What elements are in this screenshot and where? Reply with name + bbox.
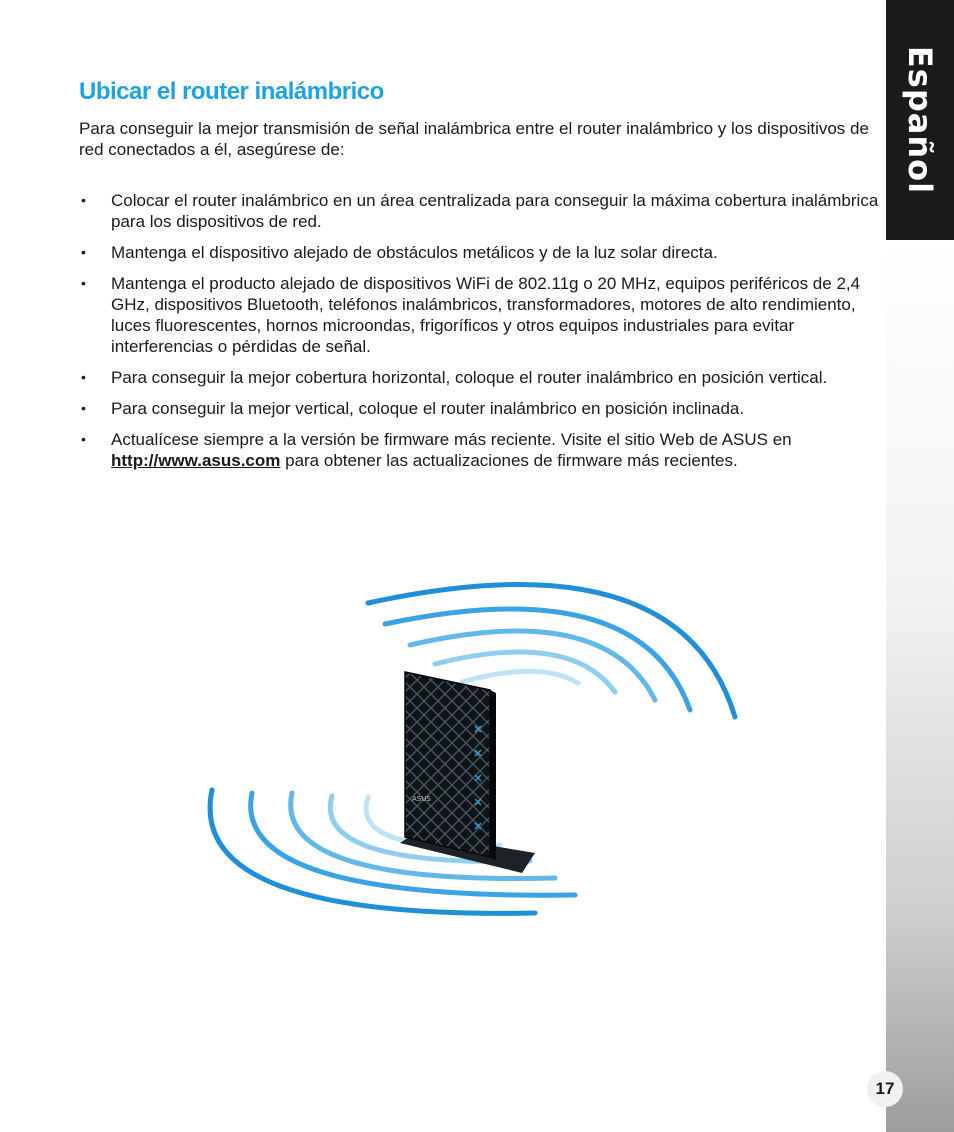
svg-text:ASUS: ASUS — [412, 795, 431, 803]
router-wireless-illustration — [200, 575, 760, 925]
firmware-text-before: Actualícese siempre a la versión be firmware más reciente. Visite el sitio Web de ASUS en — [111, 430, 792, 449]
side-gradient-bar — [886, 240, 954, 1132]
list-item: • Para conseguir la mejor cobertura horizontal, coloque el router inalámbrico en posición vertical. — [79, 367, 879, 388]
language-tab-label-wrap — [886, 0, 954, 240]
placement-tips-list — [79, 190, 879, 481]
list-item: • Mantenga el dispositivo alejado de obstáculos metálicos y de la luz solar directa. — [79, 242, 879, 263]
intro-paragraph: Para conseguir la mejor transmisión de señal inalámbrica entre el router inalámbrico y los dispositivos de red conectados a él, asegúrese de: — [79, 119, 869, 159]
list-item: • Mantenga el producto alejado de dispositivos WiFi de 802.11g o 20 MHz, equipos periféricos de 2,4 GHz, dispositivos Bluetooth, teléfonos inalámbricos, transformadores, motores de alto rendimiento, luces fluorescentes, hornos microondas, frigoríficos y otros equipos industriales para evitar interferencias o pérdidas de señal. — [79, 273, 879, 357]
list-item-firmware — [79, 429, 879, 471]
language-tab-label: Español — [901, 45, 940, 195]
router-icon — [400, 672, 535, 873]
asus-website-link[interactable]: http://www.asus.com — [111, 451, 281, 470]
list-item: • Para conseguir la mejor vertical, coloque el router inalámbrico en posición inclinada. — [79, 398, 879, 419]
page-number: 17 — [867, 1071, 903, 1107]
firmware-text-after: para obtener las actualizaciones de firmware más recientes. — [280, 451, 738, 470]
section-title: Ubicar el router inalámbrico — [79, 78, 384, 105]
list-item: • Colocar el router inalámbrico en un área centralizada para conseguir la máxima cobertura inalámbrica para los dispositivos de red. — [79, 190, 879, 232]
